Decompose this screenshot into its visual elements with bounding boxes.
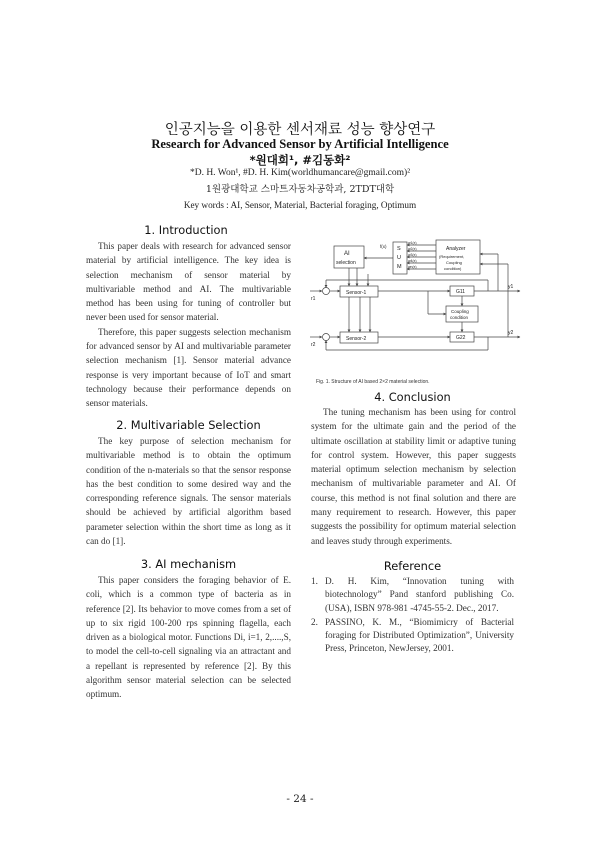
heading-multivariable: 2. Multivariable Selection	[116, 418, 261, 432]
heading-conclusion: 4. Conclusion	[374, 390, 451, 404]
conclusion-paragraph-1: The tuning mechanism has been using for control system for the ultimate gain and the period of the ultimate oscillation at stability limit or adaptive tuning for control system. However, this paper suggests material optimum selection mechanism by selection mechanism of multivariable parameter and AI. Of course, this method is not final solution and there are many requirement to research. However, this paper suggests the possibility for optimum material selection and leaves study through experiments.	[311, 407, 516, 546]
title-english: Research for Advanced Sensor by Artificial Intelligence	[151, 137, 449, 151]
fig-label-g22: G22	[456, 335, 466, 341]
heading-reference: Reference	[383, 559, 442, 573]
title-korean: 인공지능을 이용한 센서재료 성능 향상연구	[164, 122, 436, 138]
reference-text-1: D. H. Kim, “Innovation tuning with biotechnology” Pand stanford publishing Co.(USA), ISBN 978-981 -4745-55-2. Dec., 2017.	[325, 576, 514, 613]
fig-label-selection: selection	[336, 260, 356, 266]
reference-list	[311, 575, 514, 657]
fig-label-sensor-2: Sensor-2	[346, 336, 367, 342]
page-number: - 24 -	[286, 793, 314, 805]
intro-paragraph-1: This paper deals with research for advanced sensor material by artificial intelligence. The key idea is selection mechanism of sensor material by multivariable method and AI. The multivariable method has been using for tuning of controller but never been used for sensor material.	[86, 241, 291, 323]
fig-label-fx: f(x)	[380, 244, 387, 249]
reference-number-2: 2.	[311, 616, 318, 627]
fig-label-analyzer-sub3: condition)	[444, 266, 462, 271]
fig-label-analyzer: Analyzer	[446, 246, 466, 252]
summing-junction-2	[323, 334, 330, 341]
fig-label-sum-s: S	[397, 246, 401, 252]
fig-label-y1: y1	[508, 284, 514, 290]
reference-item-2	[311, 616, 514, 656]
fig-label-w4: w4(x)	[408, 259, 417, 263]
authors-korean: *원대희¹, #김동화²	[249, 153, 351, 167]
fig-label-sum-u: U	[397, 255, 401, 261]
fig-label-condition: condition	[450, 315, 469, 320]
fig-label-y2: y2	[508, 330, 514, 336]
reference-item-1	[311, 575, 514, 615]
fig-label-r2: r2	[311, 342, 316, 348]
authors-english: *D. H. Won¹, #D. H. Kim(worldhumancare@gmail.com)²	[189, 168, 411, 178]
fig-label-wn: wn(x)	[408, 265, 417, 269]
fig-label-analyzer-sub2: Coupling	[446, 260, 462, 265]
ai-mechanism-body	[86, 573, 291, 702]
figure-caption: Fig. 1. Structure of AI based 2×2 material selection.	[316, 379, 430, 385]
reference-text-2: PASSINO, K. M., “Biomimicry of Bacterial foraging for Distributed Optimization”, University Press, Princeton, NewJersey, 2001.	[325, 616, 514, 654]
fig-label-w1: w1(x)	[408, 241, 417, 245]
fig-label-coupling: Coupling	[451, 309, 469, 314]
ai-mechanism-paragraph-1: This paper considers the foraging behavior of E. coli, which is a common type of bacteria as in reference [2]. Its behavior to move comes from a set of up to six rigid 100-200 rps spinning flagella, each driven as a biological motor. Functions Di, i=1, 2,....,S, to model the cell-to-cell signaling via an attractant and a repellant is represented by reference [2]. By this algorithm sensor material selection can be selected optimum.	[86, 575, 291, 700]
heading-ai-mechanism: 3. AI mechanism	[140, 557, 237, 571]
fig-label-ai: AI	[344, 251, 350, 257]
multivariable-body	[86, 434, 291, 548]
multivariable-paragraph-1: The key purpose of selection mechanism for multivariable method is to obtain the optimum condition of the n-materials so that the sensor response has the best condition to some desired way and the corresponding reference signals. The sensor materials should be achieved by artificial algorithm based parameter selection within the short time as long as it can do [1].	[86, 436, 291, 547]
reference-number-1: 1.	[311, 576, 318, 586]
fig-label-g11: G11	[456, 289, 466, 295]
fig-label-r1: r1	[311, 296, 316, 302]
intro-paragraph-2: Therefore, this paper suggests selection mechanism for advanced sensor by AI and multivariable parameter selection mechanism [1]. Sensor material advance response is very important because of IoT and smart technology because their performance depends on sensor materials.	[86, 326, 291, 409]
fig-label-analyzer-sub1: (Requirement,	[439, 254, 465, 259]
fig-label-sum-m: M	[397, 264, 402, 270]
conclusion-body	[311, 405, 516, 548]
affiliation: 1원광대학교 스마트자동차공학과, 2TDT대학	[205, 184, 395, 195]
heading-introduction: 1. Introduction	[144, 223, 228, 237]
fig-label-w3: w3(x)	[408, 253, 417, 257]
ai-selection-structure-figure	[308, 238, 522, 380]
keywords: Key words : AI, Sensor, Material, Bacterial foraging, Optimum	[183, 200, 417, 210]
summing-junction-1	[323, 288, 330, 295]
fig-label-sensor-1: Sensor-1	[346, 290, 367, 296]
intro-body	[86, 239, 291, 411]
fig-label-w2: w2(x)	[408, 247, 417, 251]
